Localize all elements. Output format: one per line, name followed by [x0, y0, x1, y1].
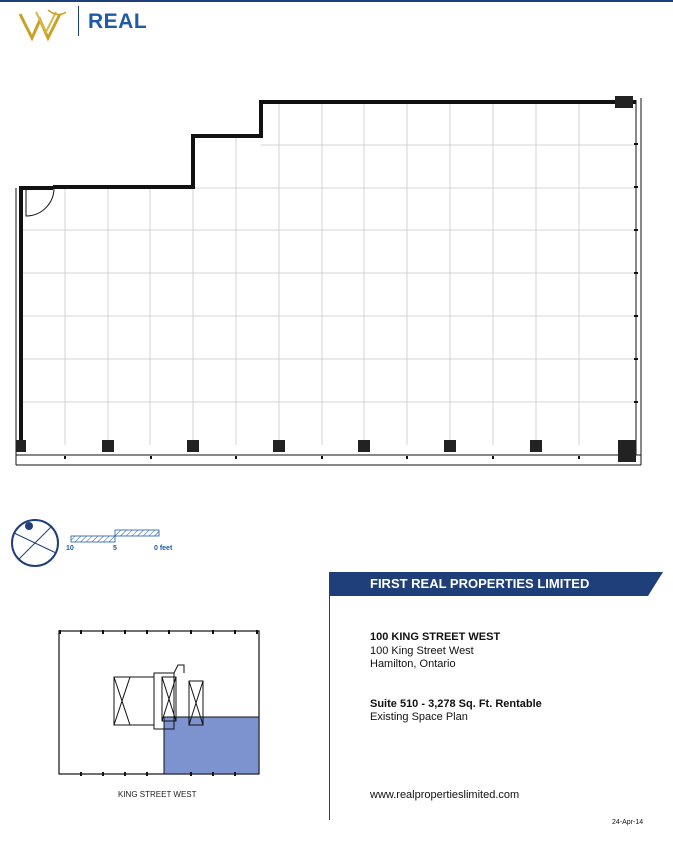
plan-grid	[22, 102, 636, 445]
scale-label-0: 0 feet	[154, 545, 173, 552]
scale-bar	[71, 530, 159, 542]
street-address: 100 King Street West	[370, 645, 474, 657]
window-wall	[16, 98, 641, 465]
website-link[interactable]: www.realpropertieslimited.com	[370, 789, 520, 801]
scale-label-5: 5	[113, 545, 117, 552]
scale-label-10: 10	[66, 545, 74, 552]
info-divider	[329, 572, 330, 820]
suite-info: Suite 510 - 3,278 Sq. Ft. Rentable	[370, 698, 542, 710]
door-icon	[26, 188, 54, 216]
city: Hamilton, Ontario	[370, 658, 456, 670]
columns	[16, 96, 636, 462]
outer-wall	[21, 102, 636, 445]
building-name: 100 KING STREET WEST	[370, 631, 501, 643]
key-plan-street-label: KING STREET WEST	[118, 790, 197, 799]
north-arrow-icon	[12, 520, 58, 566]
company-name: FIRST REAL PROPERTIES LIMITED	[370, 576, 590, 591]
brand-name: REAL	[88, 10, 148, 33]
plan-date: 24-Apr-14	[612, 819, 644, 826]
key-plan	[50, 625, 270, 785]
plan-type: Existing Space Plan	[370, 711, 468, 723]
